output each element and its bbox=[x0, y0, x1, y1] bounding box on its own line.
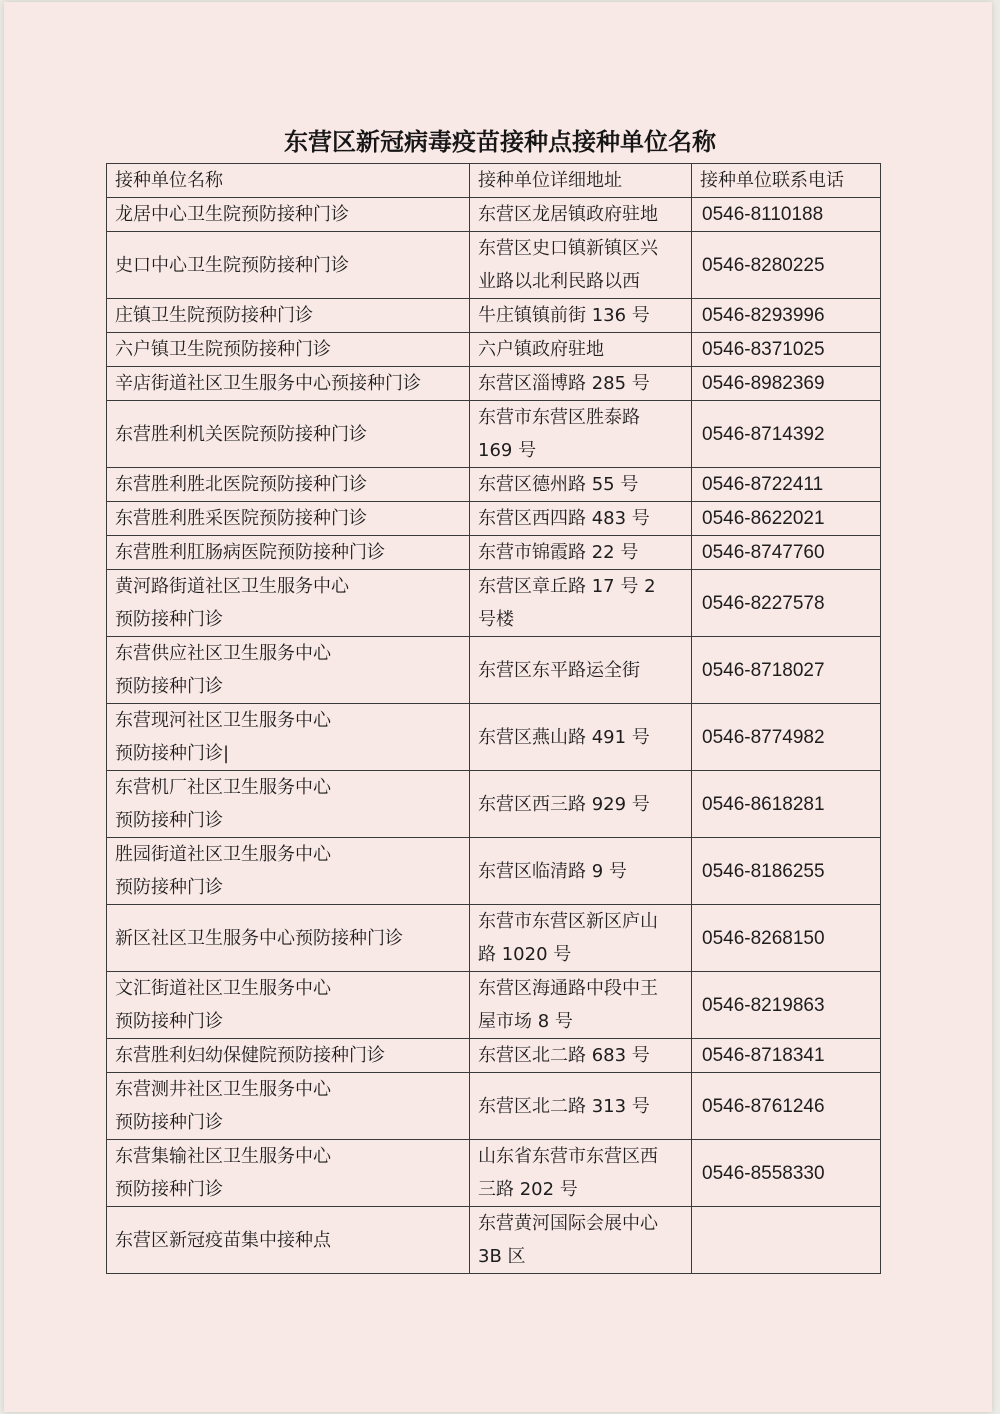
site-phone-cell: 0546-8558330 bbox=[692, 1140, 881, 1207]
site-address-cell: 东营市东营区新区庐山 路 1020 号 bbox=[470, 905, 692, 972]
site-address-cell: 山东省东营市东营区西 三路 202 号 bbox=[470, 1140, 692, 1207]
site-phone-cell: 0546-8747760 bbox=[692, 536, 881, 570]
table-row bbox=[107, 771, 881, 838]
site-name-cell: 东营集输社区卫生服务中心 预防接种门诊 bbox=[107, 1140, 470, 1207]
site-address-cell: 东营区海通路中段中王 屋市场 8 号 bbox=[470, 972, 692, 1039]
site-phone-cell: 0546-8227578 bbox=[692, 570, 881, 637]
site-phone-cell: 0546-8219863 bbox=[692, 972, 881, 1039]
site-phone-cell: 0546-8110188 bbox=[692, 198, 881, 232]
site-name-cell: 史口中心卫生院预防接种门诊 bbox=[107, 232, 470, 299]
site-name-cell: 新区社区卫生服务中心预防接种门诊 bbox=[107, 905, 470, 972]
table-row bbox=[107, 232, 881, 299]
site-address-cell: 牛庄镇镇前街 136 号 bbox=[470, 299, 692, 333]
table-header-row bbox=[107, 164, 881, 198]
site-name-cell: 东营胜利胜北医院预防接种门诊 bbox=[107, 468, 470, 502]
site-address-cell: 东营区北二路 313 号 bbox=[470, 1073, 692, 1140]
site-phone-cell: 0546-8718027 bbox=[692, 637, 881, 704]
table-row bbox=[107, 838, 881, 905]
table-row bbox=[107, 570, 881, 637]
table-row bbox=[107, 1039, 881, 1073]
site-address-cell: 东营区史口镇新镇区兴 业路以北利民路以西 bbox=[470, 232, 692, 299]
table-row bbox=[107, 1140, 881, 1207]
site-name-cell: 东营供应社区卫生服务中心 预防接种门诊 bbox=[107, 637, 470, 704]
site-name-cell: 东营胜利肛肠病医院预防接种门诊 bbox=[107, 536, 470, 570]
document-title: 东营区新冠病毒疫苗接种点接种单位名称 bbox=[284, 128, 716, 156]
site-name-cell: 东营现河社区卫生服务中心 预防接种门诊| bbox=[107, 704, 470, 771]
table-row bbox=[107, 401, 881, 468]
site-address-cell: 东营区东平路运全街 bbox=[470, 637, 692, 704]
site-address-cell: 东营区燕山路 491 号 bbox=[470, 704, 692, 771]
site-name-cell: 文汇街道社区卫生服务中心 预防接种门诊 bbox=[107, 972, 470, 1039]
site-phone-cell: 0546-8761246 bbox=[692, 1073, 881, 1140]
site-phone-cell: 0546-8714392 bbox=[692, 401, 881, 468]
site-phone-cell: 0546-8722411 bbox=[692, 468, 881, 502]
table-row bbox=[107, 972, 881, 1039]
site-name-cell: 辛店街道社区卫生服务中心预接种门诊 bbox=[107, 367, 470, 401]
site-address-cell: 六户镇政府驻地 bbox=[470, 333, 692, 367]
site-phone-cell: 0546-8268150 bbox=[692, 905, 881, 972]
site-address-cell: 东营区北二路 683 号 bbox=[470, 1039, 692, 1073]
site-address-cell: 东营区西三路 929 号 bbox=[470, 771, 692, 838]
site-phone-cell: 0546-8718341 bbox=[692, 1039, 881, 1073]
site-name-cell: 东营胜利机关医院预防接种门诊 bbox=[107, 401, 470, 468]
site-phone-cell: 0546-8774982 bbox=[692, 704, 881, 771]
site-name-cell: 六户镇卫生院预防接种门诊 bbox=[107, 333, 470, 367]
site-address-cell: 东营市锦霞路 22 号 bbox=[470, 536, 692, 570]
table-row bbox=[107, 502, 881, 536]
site-name-cell: 东营测井社区卫生服务中心 预防接种门诊 bbox=[107, 1073, 470, 1140]
site-name-cell: 东营胜利胜采医院预防接种门诊 bbox=[107, 502, 470, 536]
site-name-cell: 东营机厂社区卫生服务中心 预防接种门诊 bbox=[107, 771, 470, 838]
site-address-cell: 东营区淄博路 285 号 bbox=[470, 367, 692, 401]
site-phone-cell: 0546-8371025 bbox=[692, 333, 881, 367]
table-row bbox=[107, 704, 881, 771]
site-address-cell: 东营黄河国际会展中心 3B 区 bbox=[470, 1207, 692, 1274]
table-row bbox=[107, 905, 881, 972]
site-address-cell: 东营市东营区胜泰路 169 号 bbox=[470, 401, 692, 468]
table-row bbox=[107, 367, 881, 401]
site-phone-cell bbox=[692, 1207, 881, 1274]
site-phone-cell: 0546-8618281 bbox=[692, 771, 881, 838]
site-phone-cell: 0546-8293996 bbox=[692, 299, 881, 333]
site-address-cell: 东营区章丘路 17 号 2 号楼 bbox=[470, 570, 692, 637]
site-address-cell: 东营区西四路 483 号 bbox=[470, 502, 692, 536]
vaccination-sites-table bbox=[106, 163, 881, 1274]
site-name-cell: 龙居中心卫生院预防接种门诊 bbox=[107, 198, 470, 232]
table-row bbox=[107, 468, 881, 502]
site-name-cell: 黄河路街道社区卫生服务中心 预防接种门诊 bbox=[107, 570, 470, 637]
site-address-cell: 东营区龙居镇政府驻地 bbox=[470, 198, 692, 232]
site-name-cell: 东营区新冠疫苗集中接种点 bbox=[107, 1207, 470, 1274]
column-header-name: 接种单位名称 bbox=[107, 164, 470, 198]
site-phone-cell: 0546-8186255 bbox=[692, 838, 881, 905]
site-phone-cell: 0546-8280225 bbox=[692, 232, 881, 299]
site-name-cell: 东营胜利妇幼保健院预防接种门诊 bbox=[107, 1039, 470, 1073]
table-row bbox=[107, 333, 881, 367]
table-row bbox=[107, 299, 881, 333]
site-name-cell: 胜园街道社区卫生服务中心 预防接种门诊 bbox=[107, 838, 470, 905]
column-header-address: 接种单位详细地址 bbox=[470, 164, 692, 198]
site-phone-cell: 0546-8622021 bbox=[692, 502, 881, 536]
table-row bbox=[107, 1073, 881, 1140]
site-address-cell: 东营区德州路 55 号 bbox=[470, 468, 692, 502]
table-row bbox=[107, 1207, 881, 1274]
site-phone-cell: 0546-8982369 bbox=[692, 367, 881, 401]
site-name-cell: 庄镇卫生院预防接种门诊 bbox=[107, 299, 470, 333]
column-header-phone: 接种单位联系电话 bbox=[692, 164, 881, 198]
table-body bbox=[107, 198, 881, 1274]
table-row bbox=[107, 536, 881, 570]
site-address-cell: 东营区临清路 9 号 bbox=[470, 838, 692, 905]
table-row bbox=[107, 637, 881, 704]
table-row bbox=[107, 198, 881, 232]
